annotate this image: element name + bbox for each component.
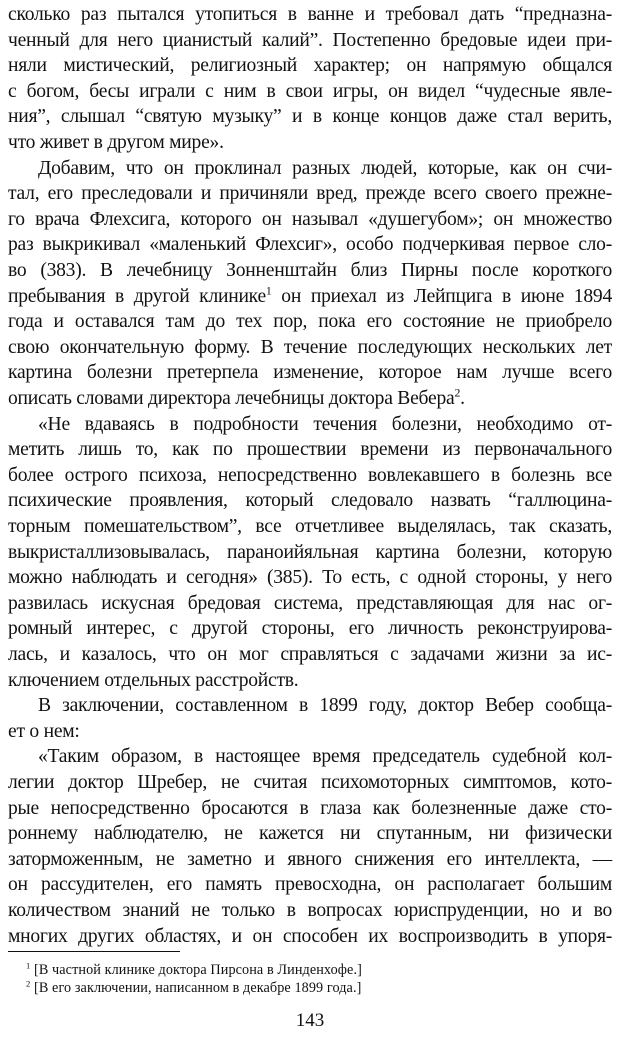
text-line: ключением отдельных расстройств. xyxy=(8,669,299,691)
text-line: свою окончательную форму. В течение последующих нескольких лет xyxy=(8,336,612,358)
footnote-rule xyxy=(8,951,180,952)
text-line: с богом, бесы играли с ним в свои игры, он видел “чудесные явле- xyxy=(8,80,612,102)
footnote xyxy=(26,961,362,979)
text-segment: описать словами директора лечебницы доктора Вебера xyxy=(8,388,455,409)
footnote-ref: 2 xyxy=(454,386,461,400)
text-line: многих других областях, и он способен их воспроизводить в упоря- xyxy=(8,925,612,947)
text-line: раз выкрикивал «маленький Флехсиг», особо подчеркивая первое сло- xyxy=(8,234,612,256)
footnote xyxy=(26,979,361,997)
text-line: лась, и казалось, что он мог справляться с задачами жизни за ис- xyxy=(8,644,612,665)
page-number: 143 xyxy=(295,1010,325,1031)
footnote-text: [В его заключении, написанном в декабре 1899 года.] xyxy=(34,980,362,996)
text-line: Добавим, что он проклинал разных людей, которые, как он счи- xyxy=(38,157,612,179)
text-line: рые непосредственно бросаются в глаза как болезненные даже сто- xyxy=(8,797,612,819)
footnote-ref: 1 xyxy=(265,284,272,298)
text-line: картина болезни претерпела изменение, которое нам лучше всего xyxy=(8,362,612,384)
text-line: развилась искусная бредовая система, представляющая для нас ог- xyxy=(8,592,612,614)
text-line: роннему наблюдателю, не кажется ни спутанным, ни физически xyxy=(8,823,612,845)
text-line xyxy=(8,386,612,412)
text-line: В заключении, составленном в 1899 году, доктор Вебер сообща- xyxy=(38,695,612,717)
text-line: ет о нем: xyxy=(8,720,80,742)
text-line: торным помешательством”, все отчетливее выделялась, так сказать, xyxy=(8,516,612,537)
text-line: заторможенным, не заметно и явного снижения его интеллекта, — xyxy=(8,848,612,870)
text-line: метить лишь то, как по прошествии времени из первоначального xyxy=(8,439,612,461)
text-line: «Не вдаваясь в подробности течения болезни, необходимо от- xyxy=(38,413,612,435)
text-line xyxy=(8,284,612,310)
text-line: года и оставался там до тех пор, пока его состояние не приобрело xyxy=(8,311,612,333)
text-line: психические проявления, который следовало назвать “галлюцина- xyxy=(8,490,612,512)
text-line: можно наблюдать и сегодня» (385). То есть, с одной стороны, у него xyxy=(8,567,612,589)
text-line: тал, его преследовали и причиняли вред, прежде всего своего прежне- xyxy=(8,183,612,205)
text-segment: он приехал из Лейпцига в июне 1894 xyxy=(271,285,612,307)
text-line: более острого психоза, непосредственно вовлекавшего в болезнь все xyxy=(8,464,612,486)
footnote-text: [В частной клинике доктора Пирсона в Линденхофе.] xyxy=(34,962,362,978)
text-line: выкристаллизовывалась, параноийяльная картина болезни, которую xyxy=(8,541,612,563)
footnote-mark: 1 xyxy=(26,960,31,971)
text-line: «Таким образом, в настоящее время председатель судебной кол- xyxy=(38,746,612,768)
text-line: го врача Флехсига, которого он называл «душегубом»; он множество xyxy=(8,208,612,230)
text-line: няли мистический, религиозный характер; он напрямую общался xyxy=(8,55,612,77)
text-line: ния”, слышал “святую музыку” и в конце концов даже стал верить, xyxy=(8,106,612,128)
text-line: легии доктор Шребер, не считая психомоторных симптомов, кото- xyxy=(8,772,612,793)
text-line: что живет в другом мире». xyxy=(8,132,224,153)
text-line: ченный для него цианистый калий”. Постепенно бредовые идеи при- xyxy=(8,29,612,51)
text-line: ромный интерес, с другой стороны, его личность реконструирова- xyxy=(8,618,612,640)
text-line: количеством знаний не только в вопросах юриспруденции, но и во xyxy=(8,900,612,921)
text-line: он рассудителен, его память превосходна, он располагает большим xyxy=(8,874,612,896)
text-segment: пребывания в другой клинике xyxy=(8,285,266,307)
footnote-mark: 2 xyxy=(26,978,31,989)
text-line: во (383). В лечебницу Зонненштайн близ Пирны после короткого xyxy=(8,260,612,281)
text-line: сколько раз пытался утопиться в ванне и требовал дать “предназна- xyxy=(8,4,612,25)
text-segment: . xyxy=(460,388,465,409)
